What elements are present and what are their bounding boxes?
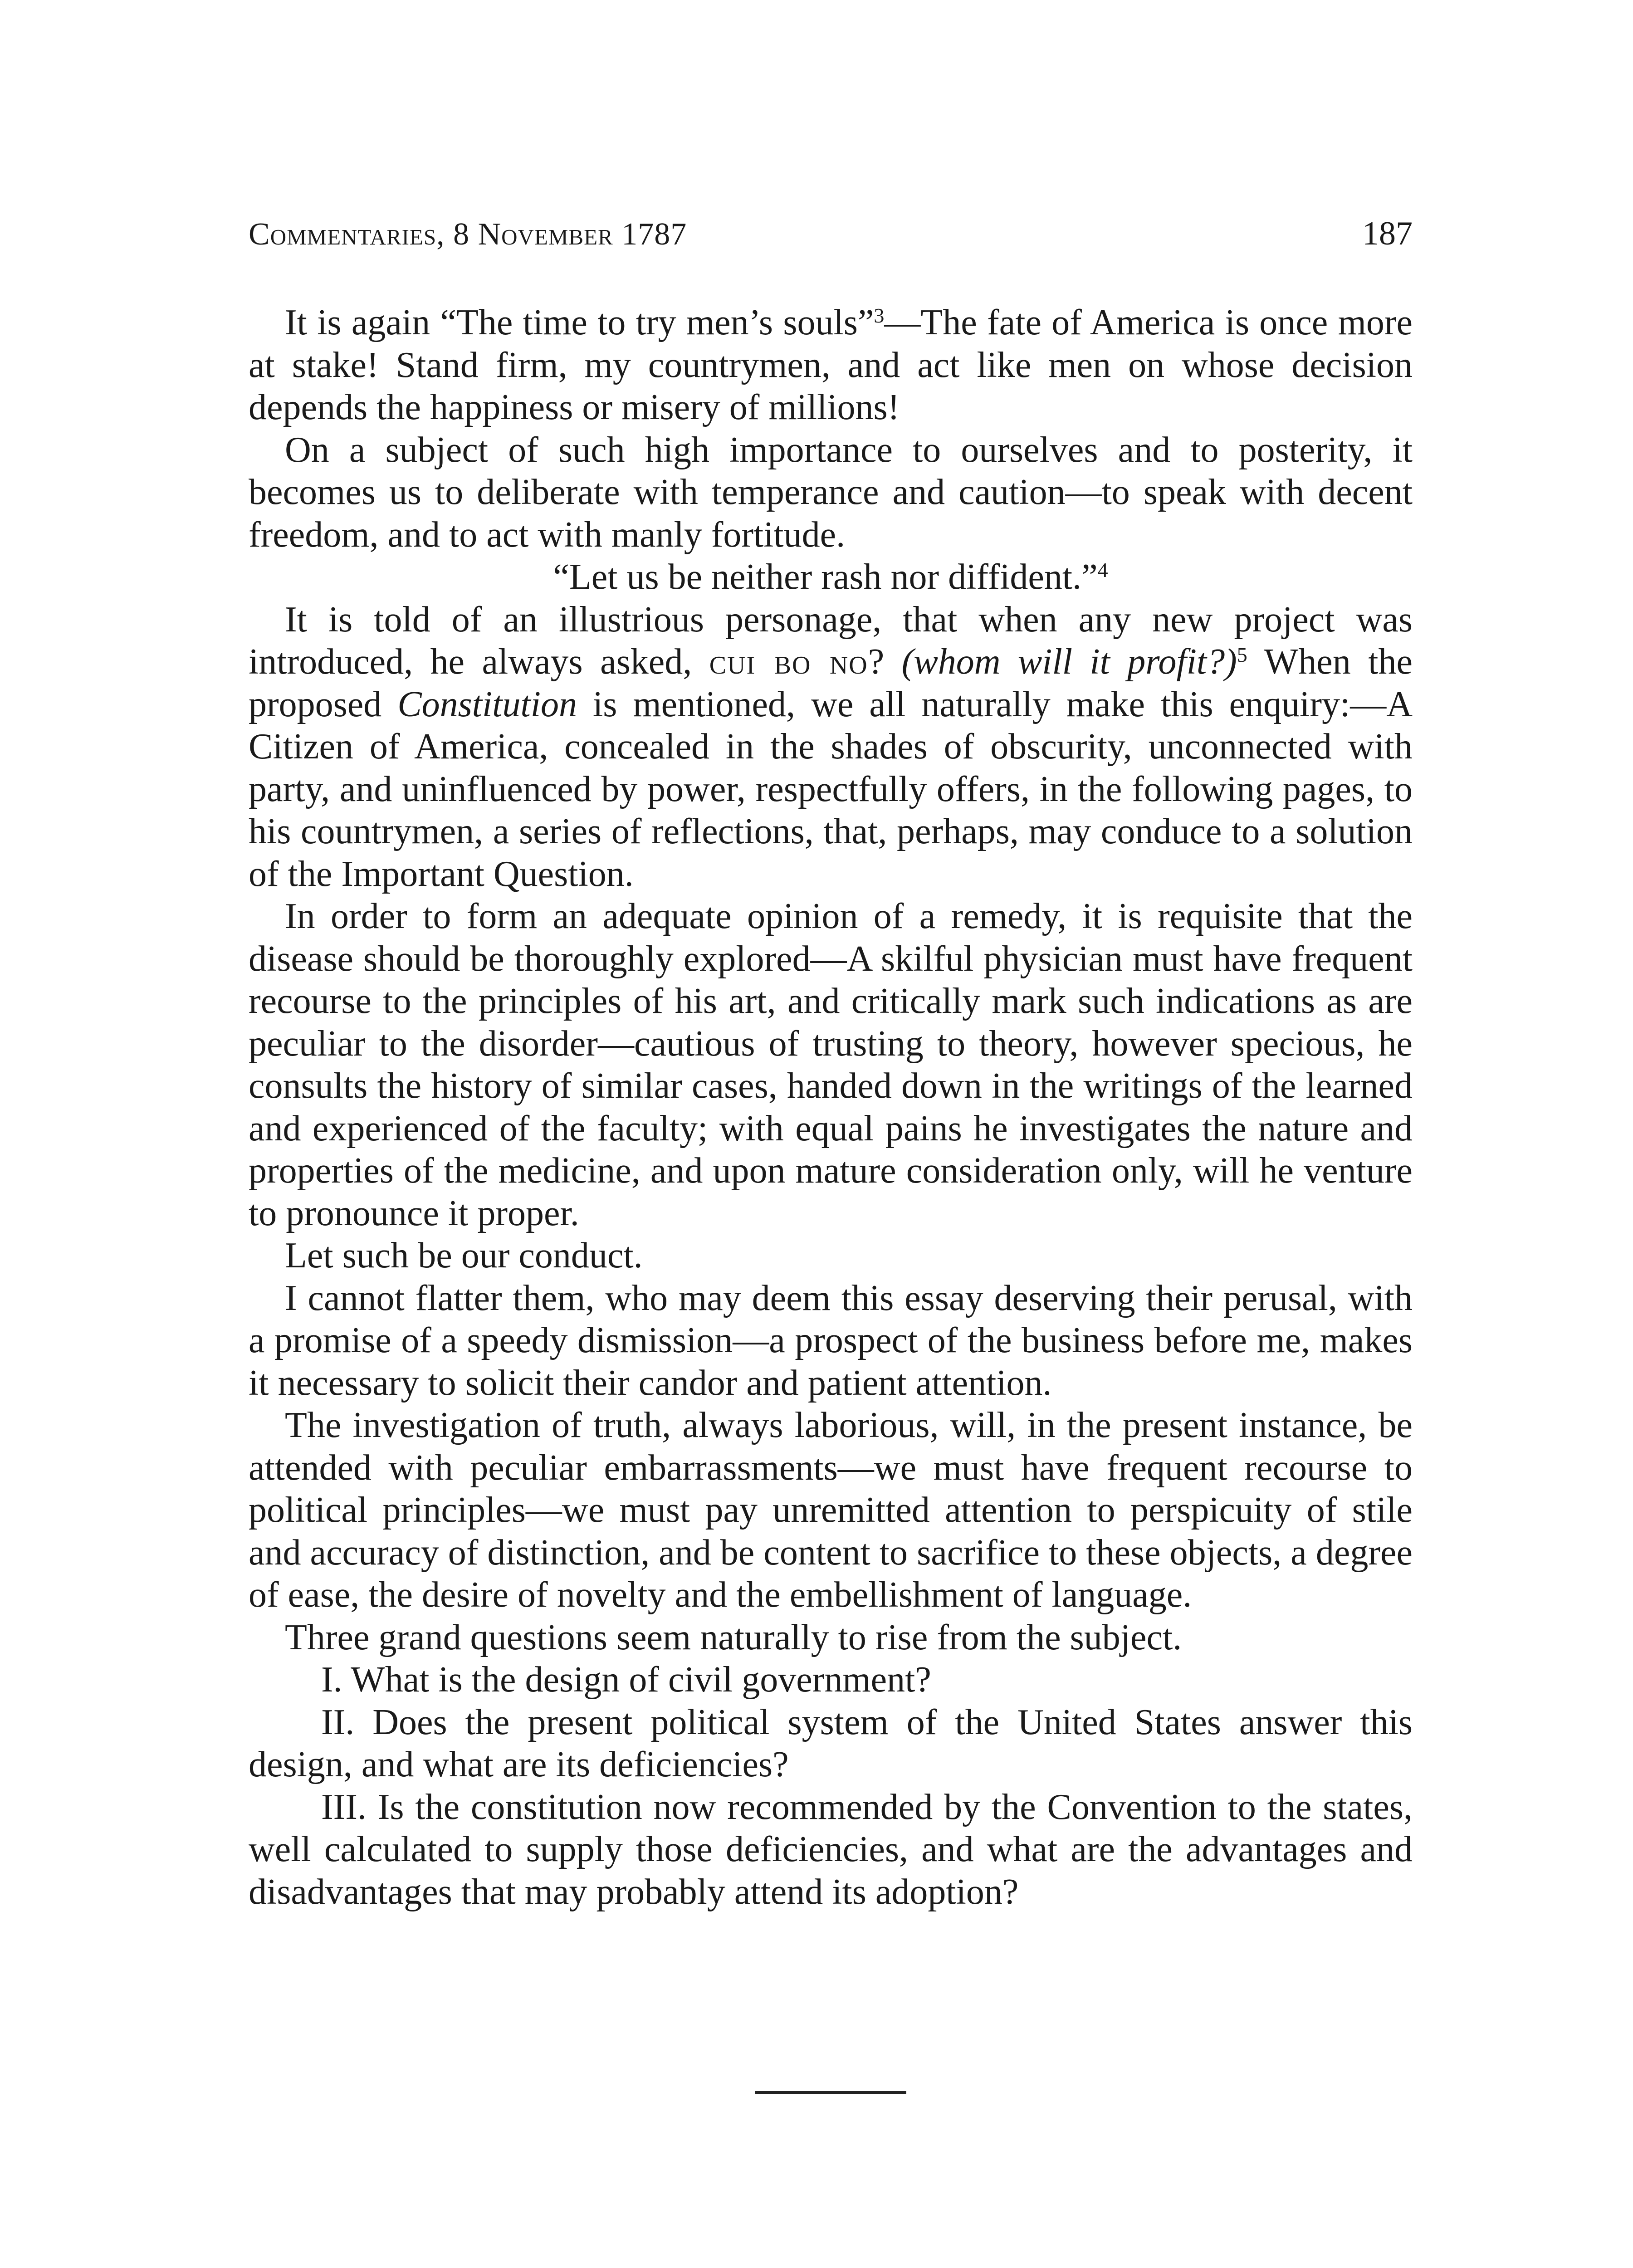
paragraph-1-text-a: It is again “The time to try men’s souls”: [285, 303, 874, 342]
question-2: II. Does the present political system of the United States answer this design, and what are its deficiencies?: [249, 1702, 1413, 1784]
latin-phrase: cui bo no: [709, 642, 868, 682]
page-number: 187: [1362, 215, 1413, 252]
translation-italic: (whom will it profit?): [901, 642, 1237, 682]
running-head: [249, 217, 1413, 267]
paragraph-4-text-c: When the proposed: [249, 642, 1413, 724]
quotation-line: [249, 556, 1413, 599]
paragraph-1: [249, 302, 1413, 429]
constitution-italic: Constitution: [397, 684, 577, 724]
paragraph-4-text-d: is mentioned, we all naturally make this enquiry:—A Citizen of America, concealed in the shades of obscurity, unconnected with party, and uninfluenced by power, respectfully offers, in the following pages, to his countrymen, a series of reflections, that, perhaps, may conduce to a solution of the Important Question.: [249, 684, 1413, 894]
paragraph-8: The investigation of truth, always laborious, will, in the present instance, be attended with peculiar embarrassments—we must have frequent recourse to political principles—we must pay unremitted attention to perspicuity of stile and accuracy of distinction, and be content to sacrifice to these objects, a degree of ease, the desire of novelty and the embellishment of language.: [249, 1405, 1413, 1615]
body-text: [249, 302, 1413, 1913]
paragraph-7: I cannot flatter them, who may deem this essay deserving their perusal, with a promise of a speedy dismission—a prospect of the business before me, makes it necessary to solicit their candor and patient attention.: [249, 1278, 1413, 1403]
paragraph-2: On a subject of such high importance to ourselves and to posterity, it becomes us to deliberate with temperance and caution—to speak with decent freedom, and to act with manly fortitude.: [249, 430, 1413, 555]
question-1: I. What is the design of civil government?: [321, 1660, 931, 1700]
paragraph-9: Three grand questions seem naturally to rise from the subject.: [285, 1617, 1182, 1657]
footnote-ref-4: 4: [1097, 558, 1108, 582]
paragraph-6: Let such be our conduct.: [285, 1236, 643, 1276]
paragraph-4: [249, 599, 1413, 896]
question-3: III. Is the constitution now recommended by the Convention to the states, well calculated to supply those deficiencies, and what are the advantages and disadvantages that may probably attend its adoption?: [249, 1787, 1413, 1912]
paragraph-4-text-a: It is told of an illustrious personage, that when any new project was introduced, he always asked,: [249, 599, 1413, 682]
paragraph-1-text-b: —The fate of America is once more at stake! Stand firm, my countrymen, and act like men on whose decision depends the happiness or misery of millions!: [249, 303, 1413, 427]
section-end-rule: [755, 2091, 906, 2094]
quotation-text: “Let us be neither rash nor diffident.”: [553, 557, 1098, 597]
running-head-title: Commentaries, 8 November 1787: [249, 217, 687, 252]
paragraph-4-text-b: ?: [868, 642, 902, 682]
paragraph-5: In order to form an adequate opinion of a remedy, it is requisite that the disease should be thoroughly explored—A skilful physician must have frequent recourse to the principles of his art, and critically mark such indications as are peculiar to the disorder—cautious of trusting to theory, however specious, he consults the history of similar cases, handed down in the writings of the learned and experienced of the faculty; with equal pains he investigates the nature and properties of the medicine, and upon mature consideration only, will he venture to pronounce it proper.: [249, 896, 1413, 1233]
footnote-ref-3: 3: [874, 304, 885, 327]
footnote-ref-5: 5: [1237, 643, 1247, 666]
